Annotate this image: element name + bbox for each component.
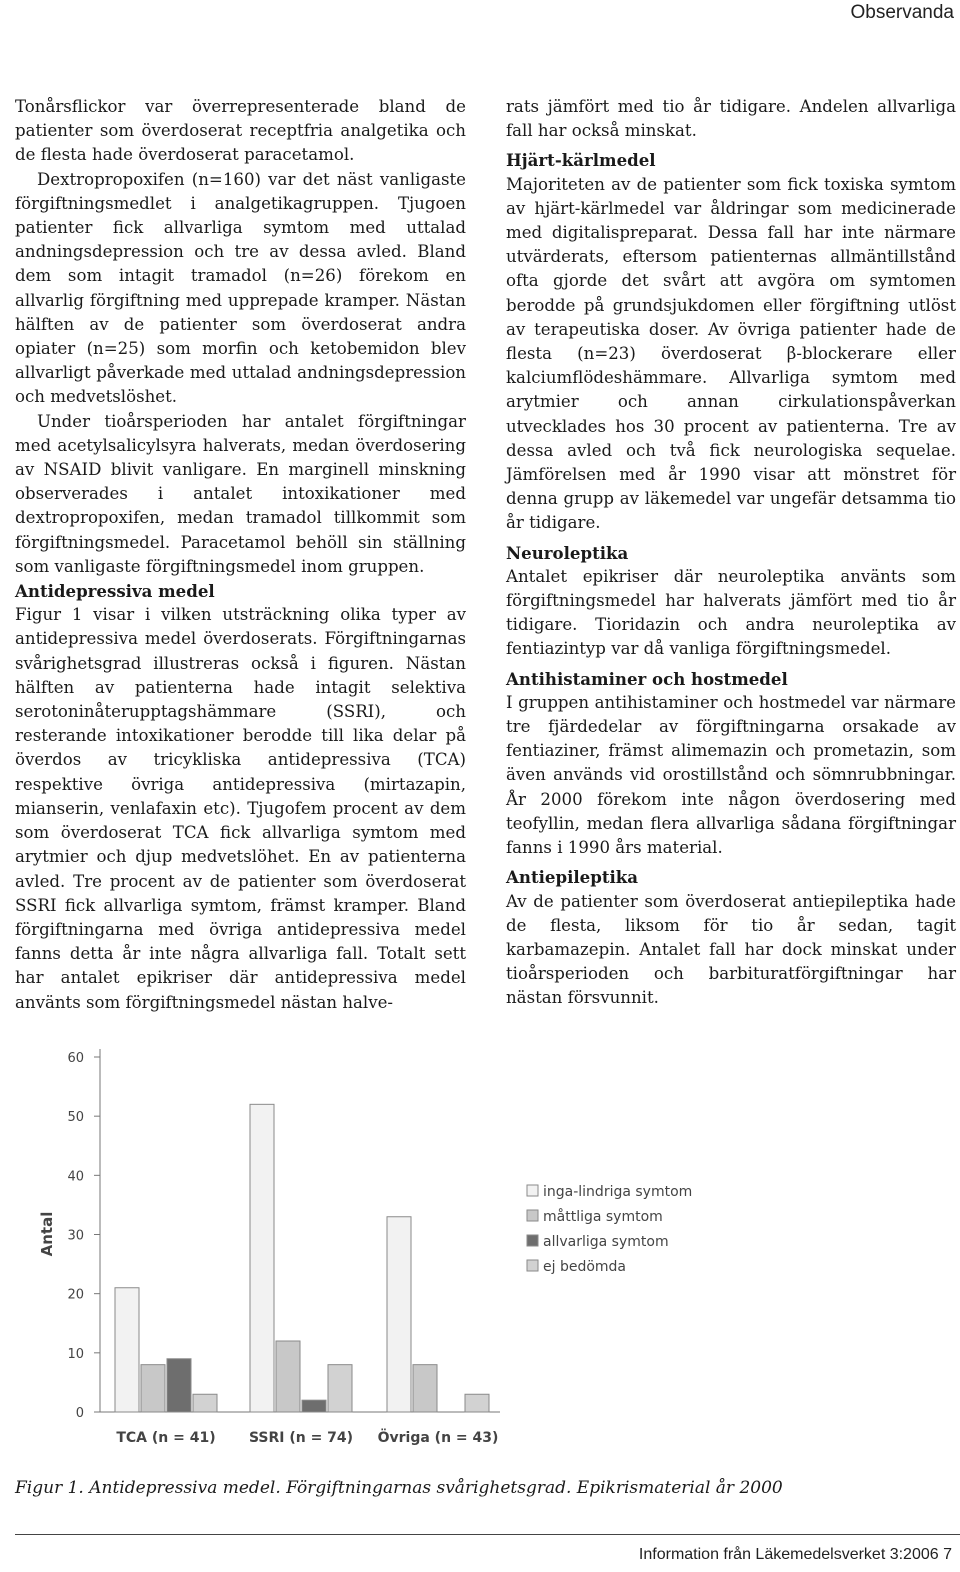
right-column [506, 95, 956, 1011]
section-heading-neuroleptika: Neuroleptika [506, 542, 629, 563]
bar [465, 1394, 489, 1412]
legend-label: inga-lindriga symtom [543, 1184, 693, 1200]
bar [302, 1400, 326, 1412]
section-heading-hjart-karlmedel: Hjärt-kärlmedel [506, 150, 656, 171]
legend-swatch [527, 1235, 538, 1246]
bar [193, 1394, 217, 1412]
bar [115, 1288, 139, 1412]
section-heading-antihistaminer: Antihistaminer och hostmedel [506, 668, 788, 689]
bar [167, 1359, 191, 1412]
y-tick-label: 20 [67, 1287, 84, 1303]
legend-label: måttliga symtom [543, 1209, 663, 1225]
footer-divider [15, 1534, 960, 1535]
y-tick-label: 60 [67, 1051, 84, 1066]
legend-label: ej bedömda [543, 1259, 627, 1275]
left-column [15, 95, 466, 1015]
section-title: Observanda [850, 2, 954, 23]
bar [250, 1104, 274, 1412]
body-paragraph: Under tioårsperioden har antalet förgiftningar med acetylsalicylsyra halverats, medan överdosering av NSAID blivit vanligare. En marginell minskning observerades i antalet intoxikationer med dextropropoxifen, medan tramadol tillkommit som förgiftningsmedel. Paracetamol behöll sin ställning som vanligaste förgiftningsmedel inom gruppen. [15, 411, 466, 576]
section-heading-antidepressiva: Antidepressiva medel [15, 581, 215, 602]
figure-chart [0, 1020, 960, 1460]
body-paragraph-continuation: rats jämfört med tio år tidigare. Andelen allvarliga fall har också minskat. [506, 97, 956, 141]
y-tick-label: 10 [67, 1346, 84, 1362]
body-paragraph: Antalet epikriser där neuroleptika använts som förgiftningsmedel har halverats jämfört med tio år tidigare. Tioridazin och andra neuroleptika av fentiazintyp var då vanliga förgiftningsmedel. [506, 566, 956, 659]
y-tick-label: 30 [67, 1228, 84, 1244]
legend-swatch [527, 1210, 538, 1221]
legend-swatch [527, 1260, 538, 1271]
y-tick-label: 40 [67, 1169, 84, 1185]
section-heading-antiepileptika: Antiepileptika [506, 867, 639, 888]
legend-swatch [527, 1185, 538, 1196]
x-tick-label: SSRI (n = 74) [248, 1430, 354, 1446]
y-axis-label: Antal [38, 1211, 56, 1257]
bar [387, 1217, 411, 1412]
body-paragraph: I gruppen antihistaminer och hostmedel var närmare tre fjärdedelar av förgiftningarna orsakade av fentiaziner, främst alimemazin och prometazin, som även används vid orostillstånd och sömnrubbningar. År 2000 förekom inte någon överdosering med teofyllin, medan flera allvarliga sådana förgiftningar fanns i 1990 års material. [506, 692, 956, 858]
body-paragraph: Majoriteten av de patienter som fick toxiska symtom av hjärt-kärlmedel var åldringar som medicinerade med digitalispreparat. Dessa fall har inte närmare utvärderats, eftersom patienternas allmäntillstånd ofta gjorde det svårt att avgöra om symtomen berodde på grundsjukdomen eller förgiftning utlöst av terapeutiska doser. Av övriga patienter hade de flesta (n=23) överdoserat β-blockerare eller kalciumflödeshämmare. Allvarliga symtom med arytmier och annan cirkulationspåverkan utvecklades hos 30 procent av patienterna. Tre av dessa avled och två fick neurologiska sequelae. Jämförelsen med år 1990 visar att mönstret för denna grupp av läkemedel var ungefär detsamma tio år tidigare. [506, 174, 956, 533]
body-paragraph: Tonårsflickor var överrepresenterade bland de patienter som överdoserat receptfria analgetika och de flesta hade överdoserat paracetamol. [15, 97, 466, 165]
bar-chart [0, 1020, 960, 1460]
figure-caption: Figur 1. Antidepressiva medel. Förgiftningarnas svårighetsgrad. Epikrismaterial år 2000 [15, 1478, 783, 1498]
x-tick-label: TCA (n = 41) [116, 1430, 216, 1446]
bar [141, 1365, 165, 1412]
footer-text: Information från Läkemedelsverket 3:2006 7 [638, 1546, 952, 1563]
x-tick-label: Övriga (n = 43) [377, 1430, 499, 1446]
bar [328, 1365, 352, 1412]
body-paragraph: Dextropropoxifen (n=160) var det näst vanligaste förgiftningsmedlet i analgetikagruppen. Tjugoen patienter fick allvarliga symtom med uttalad andningsdepression och tre av dessa avled. Bland dem som intagit tramadol (n=26) förekom en allvarlig förgiftning med upprepade kramper. Nästan hälften av de patienter som överdoserat andra opiater (n=25) som morfin och ketobemidon blev allvarligt påverkade med uttalad andningsdepression och medvetslöshet. [15, 169, 466, 407]
y-tick-label: 50 [67, 1110, 84, 1126]
body-paragraph: Av de patienter som överdoserat antiepileptika hade de flesta, liksom för tio år sedan, tagit karbamazepin. Antalet fall har dock minskat under tioårsperioden och barbituratförgiftningar har nästan försvunnit. [506, 891, 956, 1008]
legend-label: allvarliga symtom [543, 1234, 669, 1250]
body-paragraph: Figur 1 visar i vilken utsträckning olika typer av antidepressiva medel överdoserats. Förgiftningarnas svårighetsgrad illustreras också i figuren. Nästan hälften av patienterna hade intagit selektiva serotoninåterupptagshämmare (SSRI), och resterande intoxikationer berodde till lika delar på överdos av tricykliska antidepressiva (TCA) respektive övriga antidepressiva (mirtazapin, mianserin, venlafaxin etc). Tjugofem procent av dem som överdoserat TCA fick allvarliga symtom med arytmier och djup medvetslöhet. En av patienterna avled. Tre procent av de patienter som överdoserat SSRI fick allvarliga symtom, främst kramper. Bland förgiftningarna med övriga antidepressiva medel fanns detta år inte några allvarliga fall. Totalt sett har antalet epikriser där antidepressiva medel använts som förgiftningsmedel nästan halve- [15, 605, 466, 1012]
bar [276, 1341, 300, 1412]
bar [413, 1365, 437, 1412]
y-tick-label: 0 [75, 1406, 84, 1421]
